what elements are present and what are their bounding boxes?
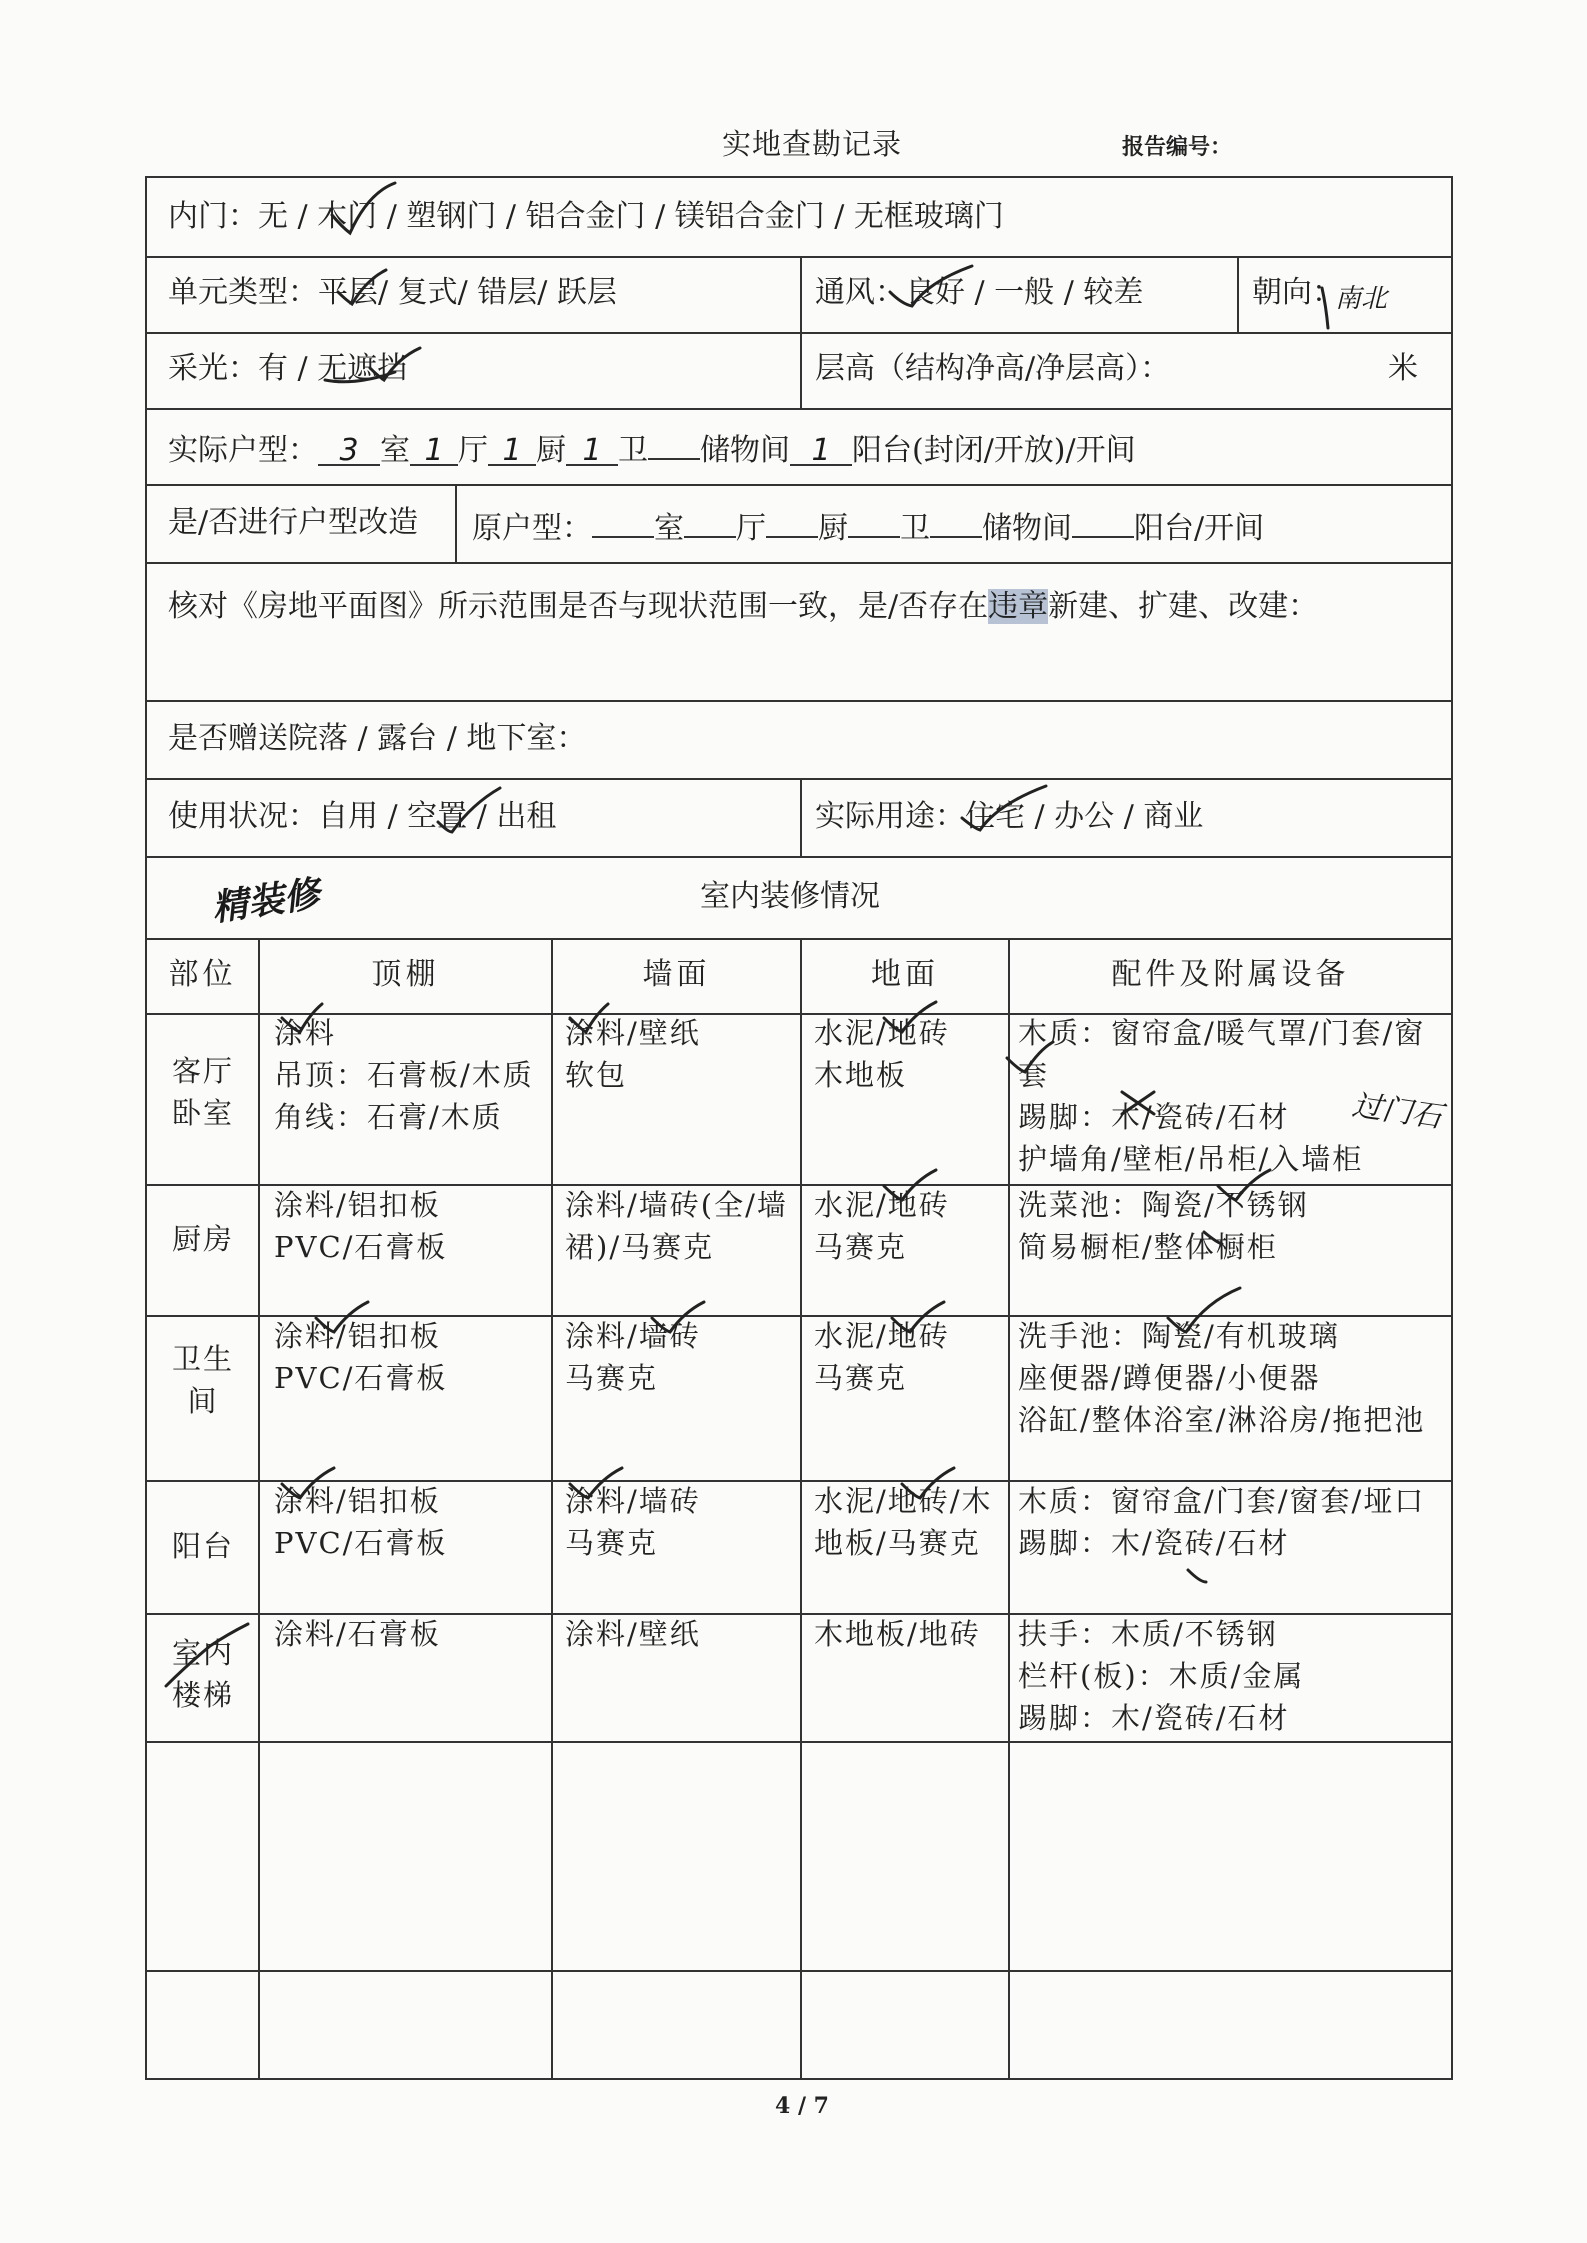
part-cell: 客厅卧室	[171, 1054, 234, 1130]
floor-height-label: 层高（结构净高/净层高）：	[815, 351, 1171, 386]
grid-line	[145, 332, 1453, 334]
fittings-cell: 扶手：木质/不锈钢 栏杆(板)：木质/金属 踢脚：木/瓷砖/石材	[1018, 1617, 1305, 1735]
actual-layout-row	[168, 428, 1136, 468]
halls-unit: 厅	[458, 433, 488, 468]
plan-consistency-question	[168, 590, 1318, 624]
blank	[592, 506, 654, 538]
grid-line	[145, 938, 1453, 940]
part-cell: 室内楼梯	[171, 1636, 234, 1712]
grid-line	[551, 938, 553, 2080]
fittings-cell: 木质：窗帘盒/门套/窗套/垭口 踢脚：木/瓷砖/石材	[1018, 1484, 1426, 1560]
fittings-cell: 洗菜池：陶瓷/不锈钢 简易橱柜/整体橱柜	[1018, 1188, 1309, 1264]
orig-bath-unit: 卫	[900, 511, 930, 546]
grid-line	[145, 778, 1453, 780]
document-title: 实地查勘记录	[722, 127, 903, 161]
baths-unit: 卫	[618, 433, 648, 468]
rooms-unit: 室	[380, 433, 410, 468]
report-number-label: 报告编号：	[1122, 134, 1233, 160]
floor-cell: 木地板/地砖	[814, 1617, 981, 1651]
floor-cell: 水泥/地砖/木地板/马赛克	[814, 1484, 993, 1560]
grid-line	[145, 256, 1453, 258]
orig-kitchen-unit: 厨	[818, 511, 848, 546]
blank	[848, 506, 900, 538]
handwritten-side-note: 过门石	[1350, 1087, 1445, 1136]
lighting-options: 采光：有 / 无遮挡	[168, 351, 408, 386]
grid-line	[800, 938, 802, 2080]
grid-line	[1237, 256, 1239, 332]
orig-storage-unit: 储物间	[982, 511, 1072, 546]
wall-cell: 涂料/墙砖(全/墙裙)/马赛克	[565, 1188, 788, 1264]
col-header-ceiling: 顶棚	[371, 957, 440, 992]
blank	[930, 506, 982, 538]
floor-cell: 水泥/地砖 马赛克	[814, 1188, 950, 1264]
floor-cell: 水泥/地砖 木地板	[814, 1016, 950, 1092]
grid-line	[145, 700, 1453, 702]
floor-cell: 水泥/地砖 马赛克	[814, 1319, 950, 1395]
handwritten-decoration-note: 精装修	[209, 873, 323, 930]
orig-balcony-unit: 阳台/开间	[1134, 511, 1265, 546]
original-layout-label: 原户型：	[472, 511, 592, 546]
wall-cell: 涂料/墙砖 马赛克	[565, 1319, 701, 1395]
rooms-count: 3	[318, 434, 380, 466]
floor-height-unit: 米	[1388, 351, 1418, 386]
blank	[766, 506, 818, 538]
wall-cell: 涂料/壁纸 软包	[565, 1016, 701, 1092]
orig-hall-unit: 厅	[736, 511, 766, 546]
ceiling-cell: 涂料/铝扣板 PVC/石膏板	[274, 1319, 448, 1395]
page-number: 4 / 7	[775, 2093, 829, 2119]
grid-line	[1008, 938, 1010, 2080]
grid-line	[145, 1741, 1453, 1743]
check-text-end: 新建、扩建、改建：	[1048, 589, 1319, 624]
grid-line	[145, 562, 1453, 564]
grid-line	[800, 778, 802, 856]
part-cell: 厨房	[171, 1222, 234, 1256]
halls-count: 1	[410, 434, 458, 466]
decoration-section-title: 室内装修情况	[700, 879, 880, 914]
balcony-count: 1	[790, 434, 852, 466]
col-header-floor: 地面	[871, 957, 939, 992]
wall-cell: 涂料/墙砖 马赛克	[565, 1484, 701, 1560]
ventilation-options: 通风：良好 / 一般 / 较差	[815, 275, 1144, 310]
grid-line	[145, 1970, 1453, 1972]
fittings-cell: 木质：窗帘盒/暖气罩/门套/窗套 踢脚：木/瓷砖/石材 护墙角/壁柜/吊柜/入墙柜	[1018, 1016, 1426, 1176]
kitchens-count: 1	[488, 434, 536, 466]
part-cell: 阳台	[171, 1529, 234, 1563]
kitchens-unit: 厨	[536, 433, 566, 468]
gift-question: 是否赠送院落 / 露台 / 地下室：	[168, 721, 587, 756]
orientation-label: 朝向：	[1252, 275, 1342, 310]
blank	[1072, 506, 1134, 538]
unit-type-options: 单元类型：平层/ 复式/ 错层/ 跃层	[168, 275, 617, 310]
ceiling-cell: 涂料/铝扣板 PVC/石膏板	[274, 1484, 448, 1560]
blank	[684, 506, 736, 538]
grid-line	[258, 938, 260, 2080]
baths-count: 1	[566, 434, 618, 466]
grid-line	[145, 408, 1453, 410]
col-header-wall: 墙面	[642, 957, 711, 992]
check-text: 核对《房地平面图》所示范围是否与现状范围一致，是/否存在	[168, 589, 989, 624]
original-layout-row	[472, 506, 1264, 546]
ceiling-cell: 涂料 吊顶：石膏板/木质 角线：石膏/木质	[274, 1016, 534, 1134]
col-header-fittings: 配件及附属设备	[1111, 957, 1350, 992]
wall-cell: 涂料/壁纸	[565, 1617, 701, 1651]
grid-line	[145, 484, 1453, 486]
highlighted-text: 违章	[988, 589, 1049, 624]
fittings-cell: 洗手池：陶瓷/有机玻璃 座便器/蹲便器/小便器 浴缸/整体浴室/淋浴房/拖把池	[1018, 1319, 1426, 1437]
storage-count	[648, 428, 700, 460]
orig-room-unit: 室	[654, 511, 684, 546]
storage-unit: 储物间	[700, 433, 790, 468]
actual-layout-label: 实际户型：	[168, 433, 318, 468]
grid-line	[800, 256, 802, 408]
grid-line	[455, 484, 457, 562]
renovation-question: 是/否进行户型改造	[168, 505, 419, 540]
inner-door-options: 内门：无 / 木门 / 塑钢门 / 铝合金门 / 镁铝合金门 / 无框玻璃门	[168, 199, 1004, 234]
part-cell: 卫生间	[171, 1342, 234, 1418]
grid-line	[145, 856, 1453, 858]
balcony-unit: 阳台(封闭/开放)/开间	[852, 433, 1136, 468]
ceiling-cell: 涂料/铝扣板 PVC/石膏板	[274, 1188, 448, 1264]
col-header-part: 部位	[168, 957, 237, 992]
usage-status-options: 使用状况：自用 / 空置 / 出租	[168, 799, 557, 834]
ceiling-cell: 涂料/石膏板	[274, 1617, 441, 1651]
orientation-value: 南北	[1335, 284, 1388, 314]
actual-use-options: 实际用途：住宅 / 办公 / 商业	[815, 799, 1204, 834]
